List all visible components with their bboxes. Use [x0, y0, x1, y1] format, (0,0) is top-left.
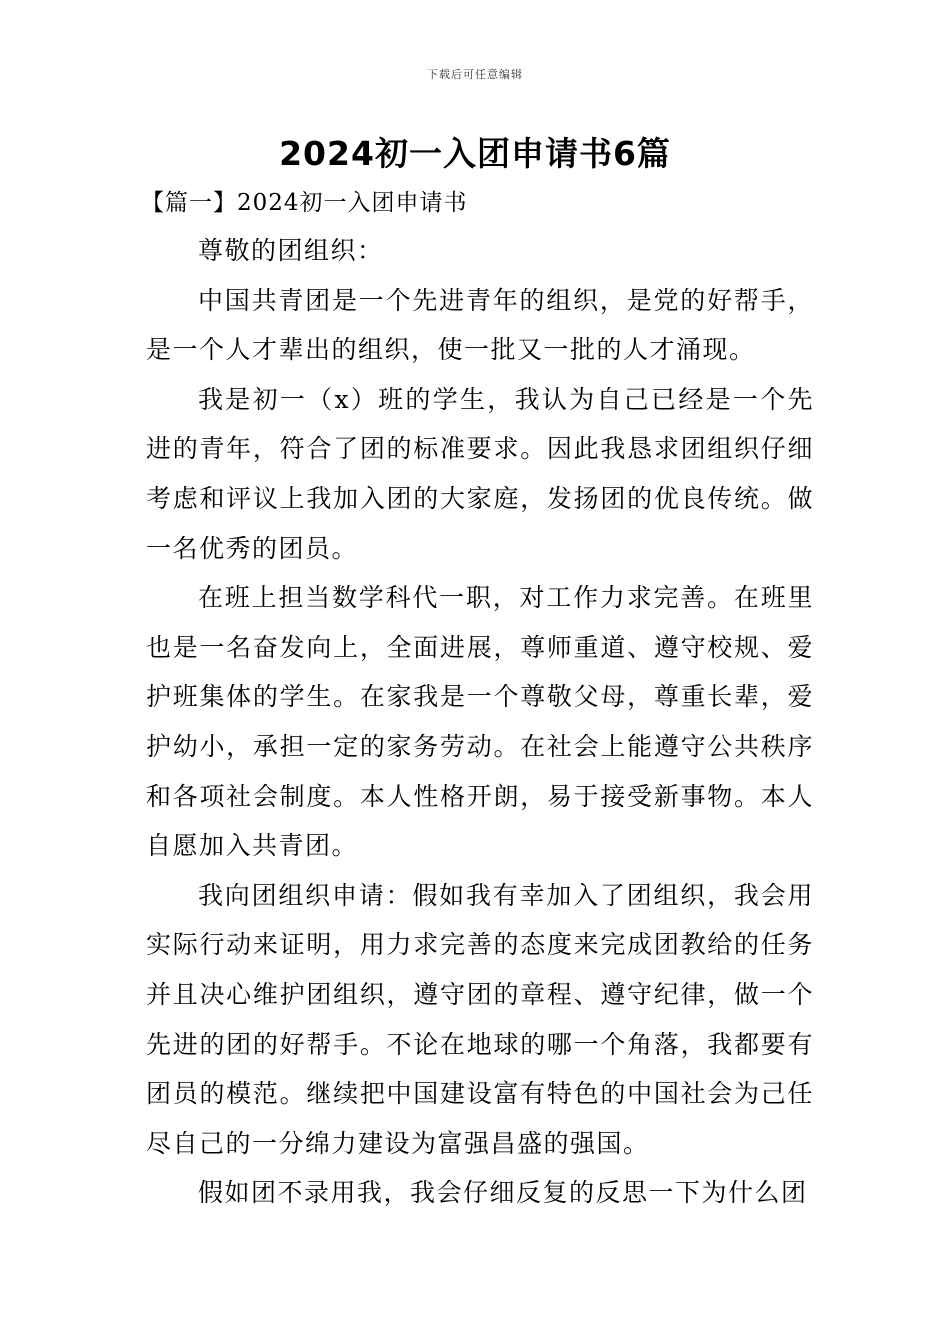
body-paragraph: 在班上担当数学科代一职，对工作力求完善。在班里也是一名奋发向上，全面进展，尊师重道、遵守校规、爱护班集体的学生。在家我是一个尊敬父母，尊重长辈，爱护幼小，承担一定的家务劳动。在社会上能遵守公共秩序和各项社会制度。本人性格开朗，易于接受新事物。本人自愿加入共青团。: [146, 583, 814, 861]
body-paragraph: 假如团不录用我，我会仔细反复的反思一下为什么团: [198, 1178, 808, 1208]
body-paragraph: 中国共青团是一个先进青年的组织，是党的好帮手，是一个人才辈出的组织，使一批又一批的人才涌现。: [146, 285, 814, 365]
section-heading: 【篇一】2024初一入团申请书: [141, 190, 468, 216]
header-note: 下载后可任意编辑: [427, 68, 523, 81]
body-paragraph: 我向团组织申请：假如我有幸加入了团组织，我会用实际行动来证明，用力求完善的态度来完成团教给的任务并且决心维护团组织，遵守团的章程、遵守纪律，做一个先进的团的好帮手。不论在地球的哪一个角落，我都要有团员的模范。继续把中国建设富有特色的中国社会为己任尽自己的一分绵力建设为富强昌盛的强国。: [146, 880, 814, 1158]
document-body: [146, 226, 814, 1218]
document-title: 2024初一入团申请书6篇: [279, 134, 671, 173]
salutation-paragraph: 尊敬的团组织：: [198, 236, 384, 265]
body-paragraph: 我是初一（x）班的学生，我认为自己已经是一个先进的青年，符合了团的标准要求。因此我恳求团组织仔细考虑和评议上我加入团的大家庭，发扬团的优良传统。做一名优秀的团员。: [146, 384, 814, 563]
